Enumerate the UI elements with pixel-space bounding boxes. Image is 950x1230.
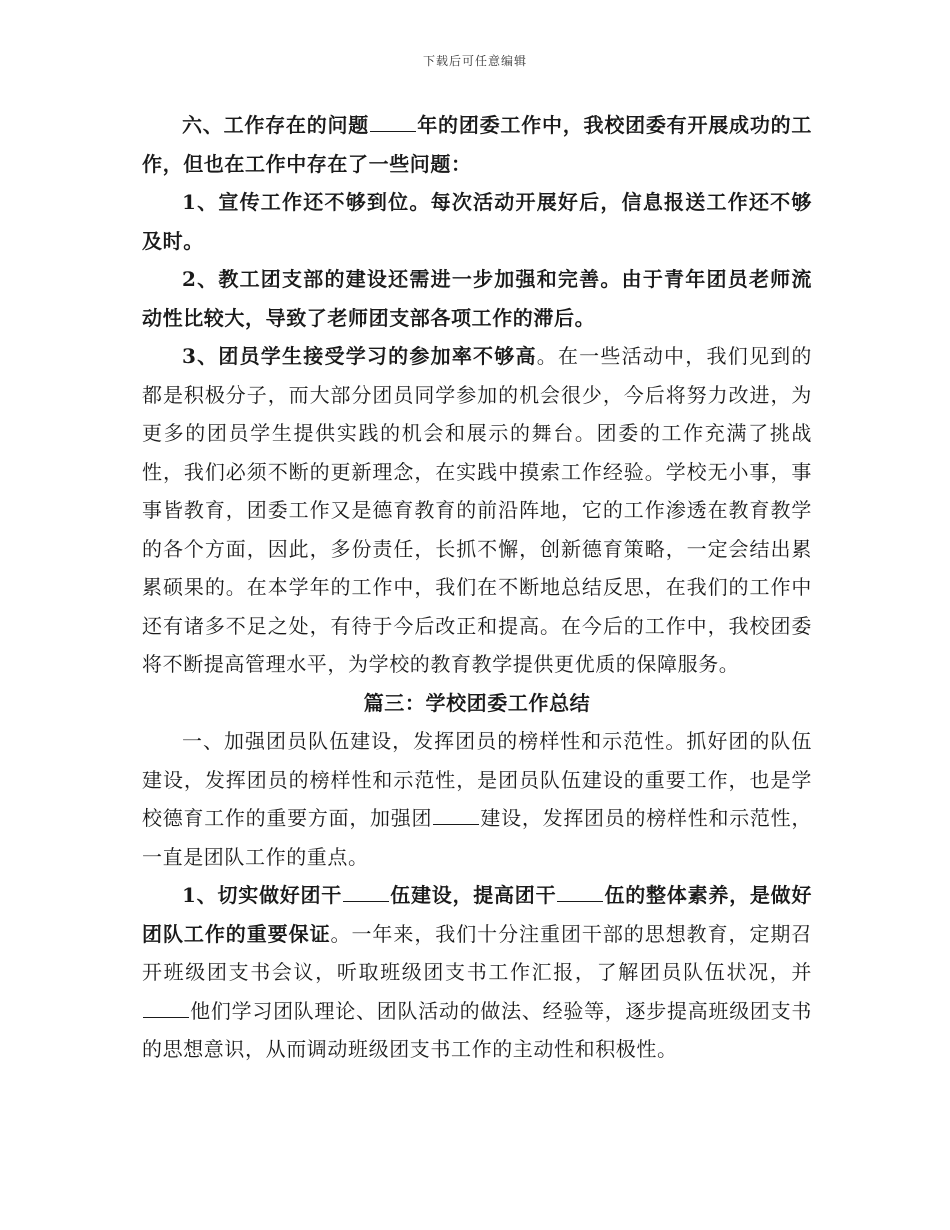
- paragraph-problem-3: [142, 337, 812, 684]
- section-title: 篇三：学校团委工作总结: [363, 690, 591, 715]
- fill-blank: [143, 999, 189, 1018]
- text-segment: 他们学习团队理论、团队活动的做法、经验等，逐步提高班级团支书的思想意识，从而调动班级团支书工作的主动性和积极性。: [142, 998, 812, 1061]
- text-segment: 建设，发挥团员的榜样性和示范性，一直是团队工作的重点。: [142, 806, 812, 869]
- fill-blank: [557, 883, 603, 902]
- fill-blank: [370, 113, 416, 132]
- fill-blank: [433, 806, 479, 825]
- paragraph-cadre-building: [142, 876, 812, 1069]
- document-body: [142, 106, 812, 1069]
- text-segment-bold: 伍建设，提高团干: [390, 883, 557, 907]
- text-segment-bold: 伍的整体素养，是做好团队工作的重要保证: [142, 883, 812, 946]
- text-segment: 。在一些活动中，我们见到的都是积极分子，而大部分团员同学参加的机会很少，今后将努力改进，为更多的团员学生提供实践的机会和展示的舞台。团委的工作充满了挑战性，我们必须不断的更新理念，在实践中摸索工作经验。学校无小事，事事皆教育，团委工作又是德育教育的前沿阵地，它的工作渗透在教育教学的各个方面，因此，多份责任，长抓不懈，创新德育策略，一定会结出累累硕果的。在本学年的工作中，我们在不断地总结反思，在我们的工作中还有诸多不足之处，有待于今后改正和提高。在今后的工作中，我校团委将不断提高管理水平，为学校的教育教学提供更优质的保障服务。: [142, 344, 812, 676]
- text-segment: 一、加强团员队伍建设，发挥团员的榜样性和示范性。抓好团的队伍建设，发挥团员的榜样性和示范性，是团员队伍建设的重要工作，也是学校德育工作的重要方面，加强团: [142, 729, 812, 830]
- text-segment: 。一年来，我们十分注重团干部的思想教育，定期召开班级团支书会议，听取班级团支书工作汇报，了解团员队伍状况，并: [142, 921, 812, 984]
- text-segment: 年的团委工作中，我校团委有开展成功的工作，但也在工作中存在了一些问题：: [142, 113, 812, 176]
- fill-blank: [343, 883, 389, 902]
- paragraph-problems-intro: [142, 106, 812, 183]
- paragraph-team-building: [142, 722, 812, 876]
- text-segment: 六、工作存在的问题: [182, 113, 370, 137]
- paragraph-problem-2: 2、教工团支部的建设还需进一步加强和完善。由于青年团员老师流动性比较大，导致了老师团支部各项工作的滞后。: [142, 267, 812, 330]
- text-segment-bold: 1、切实做好团干: [182, 883, 343, 907]
- page-header: 下载后可任意编辑: [422, 54, 527, 68]
- paragraph-problem-1: 1、宣传工作还不够到位。每次活动开展好后，信息报送工作还不够及时。: [142, 190, 812, 253]
- text-segment-bold: 3、团员学生接受学习的参加率不够高: [182, 344, 537, 368]
